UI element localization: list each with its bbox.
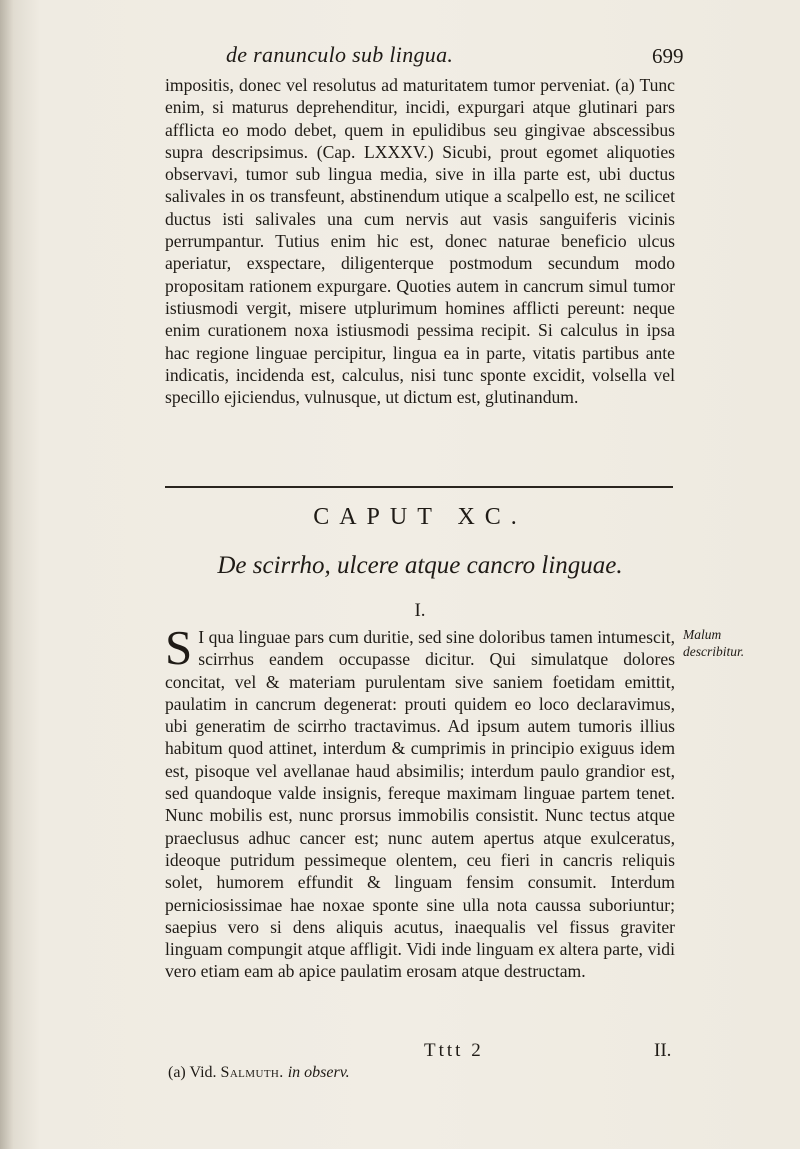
- catchword-next-section: II.: [654, 1040, 672, 1061]
- running-title: de ranunculo sub lingua.: [226, 42, 454, 67]
- running-header: [0, 42, 800, 72]
- first-paragraph: [165, 620, 675, 983]
- chapter-title: De scirrho, ulcere atque cancro linguae.: [217, 552, 623, 579]
- footnote: [168, 1064, 350, 1082]
- drop-cap: S: [165, 620, 193, 675]
- footnote-prefix: Vid.: [189, 1064, 217, 1081]
- page-spine-shadow: [0, 0, 14, 1149]
- footnote-suffix: in observ.: [287, 1064, 350, 1081]
- footnote-author: Salmuth.: [220, 1064, 284, 1081]
- signature-mark: Tttt 2: [424, 1040, 484, 1061]
- footnote-mark: (a): [168, 1064, 186, 1081]
- first-paragraph-text: I qua linguae pars cum duritie, sed sine doloribus tamen intumescit, scirrhus eandem occupasse dicitur. Qui simulatque dolores concitat, vel & materiam purulentam sive saniem foetidam emittit, paulatim in cancrum degenerat: prouti quidem eo loco declaravimus, ubi generatim de scirrho tractavimus. Ad ipsum autem tumoris illius habitum quod attinet, interdum & cumprimis in principio exiguus idem est, pisoque vel avellanae haud absimilis; interdum paulo grandior est, sed quandoque valde insignis, fereque maximam linguae partem tenet. Nunc mobilis est, nunc prorsus immobilis consistit. Nunc tectus atque praeclusus adhuc cancer est; nunc autem apertus atque exulceratus, ideoque putridum pessimeque olentem, ceu fieri in cancris reliquis solet, humorem effundit & linguam fensim consumit. Interdum perniciosissimae hae noxae sponte sine ulla nota caussa suboriuntur; saepius vero si dens aliquis acutus, inaequalis vel fissus graviter linguam compungit atque affligit. Vidi inde linguam ex altera parte, vidi vero etiam eam ab apice paulatim erosam atque destructam.: [165, 627, 675, 982]
- chapter-heading: CAPUT XC.: [313, 504, 527, 530]
- chapter-divider-rule: [165, 486, 673, 488]
- margin-note: Malum describitur.: [683, 627, 745, 659]
- continued-paragraph: [165, 74, 675, 408]
- page-number: 699: [652, 44, 684, 68]
- section-number: I.: [414, 600, 426, 621]
- continued-paragraph-text: impositis, donec vel resolutus ad maturitatem tumor perveniat. (a) Tunc enim, si maturus deprehenditur, incidi, expurgari atque glutinari pars afflicta eo modo debet, quem in epulidibus seu gingivae abscessibus supra descripsimus. (Cap. LXXXV.) Sicubi, prout egomet aliquoties observavi, tumor sub lingua media, sive in illa parte est, ubi ductus salivales in os transfeunt, abstinendum utique a scalpello est, ne scilicet ductus isti salivales una cum nervis aut vasis sanguiferis vicinis perrumpantur. Tutius enim hic est, donec naturae beneficio ulcus aperiatur, exspectare, diligenterque postmodum secundum modo propositam rationem expurgare. Quoties autem in cancrum simul tumor istiusmodi vergit, misere utplurimum homines afflicti pereunt: neque enim curationem noxa istiusmodi pessima recipit. Si calculus in ipsa hac regione linguae percipitur, lingua ea in parte, vitatis partibus ante indicatis, incidenda est, calculus, nisi tunc sponte excidit, volsella vel specillo ejiciendus, vulnusque, ut dictum est, glutinandum.: [165, 75, 675, 408]
